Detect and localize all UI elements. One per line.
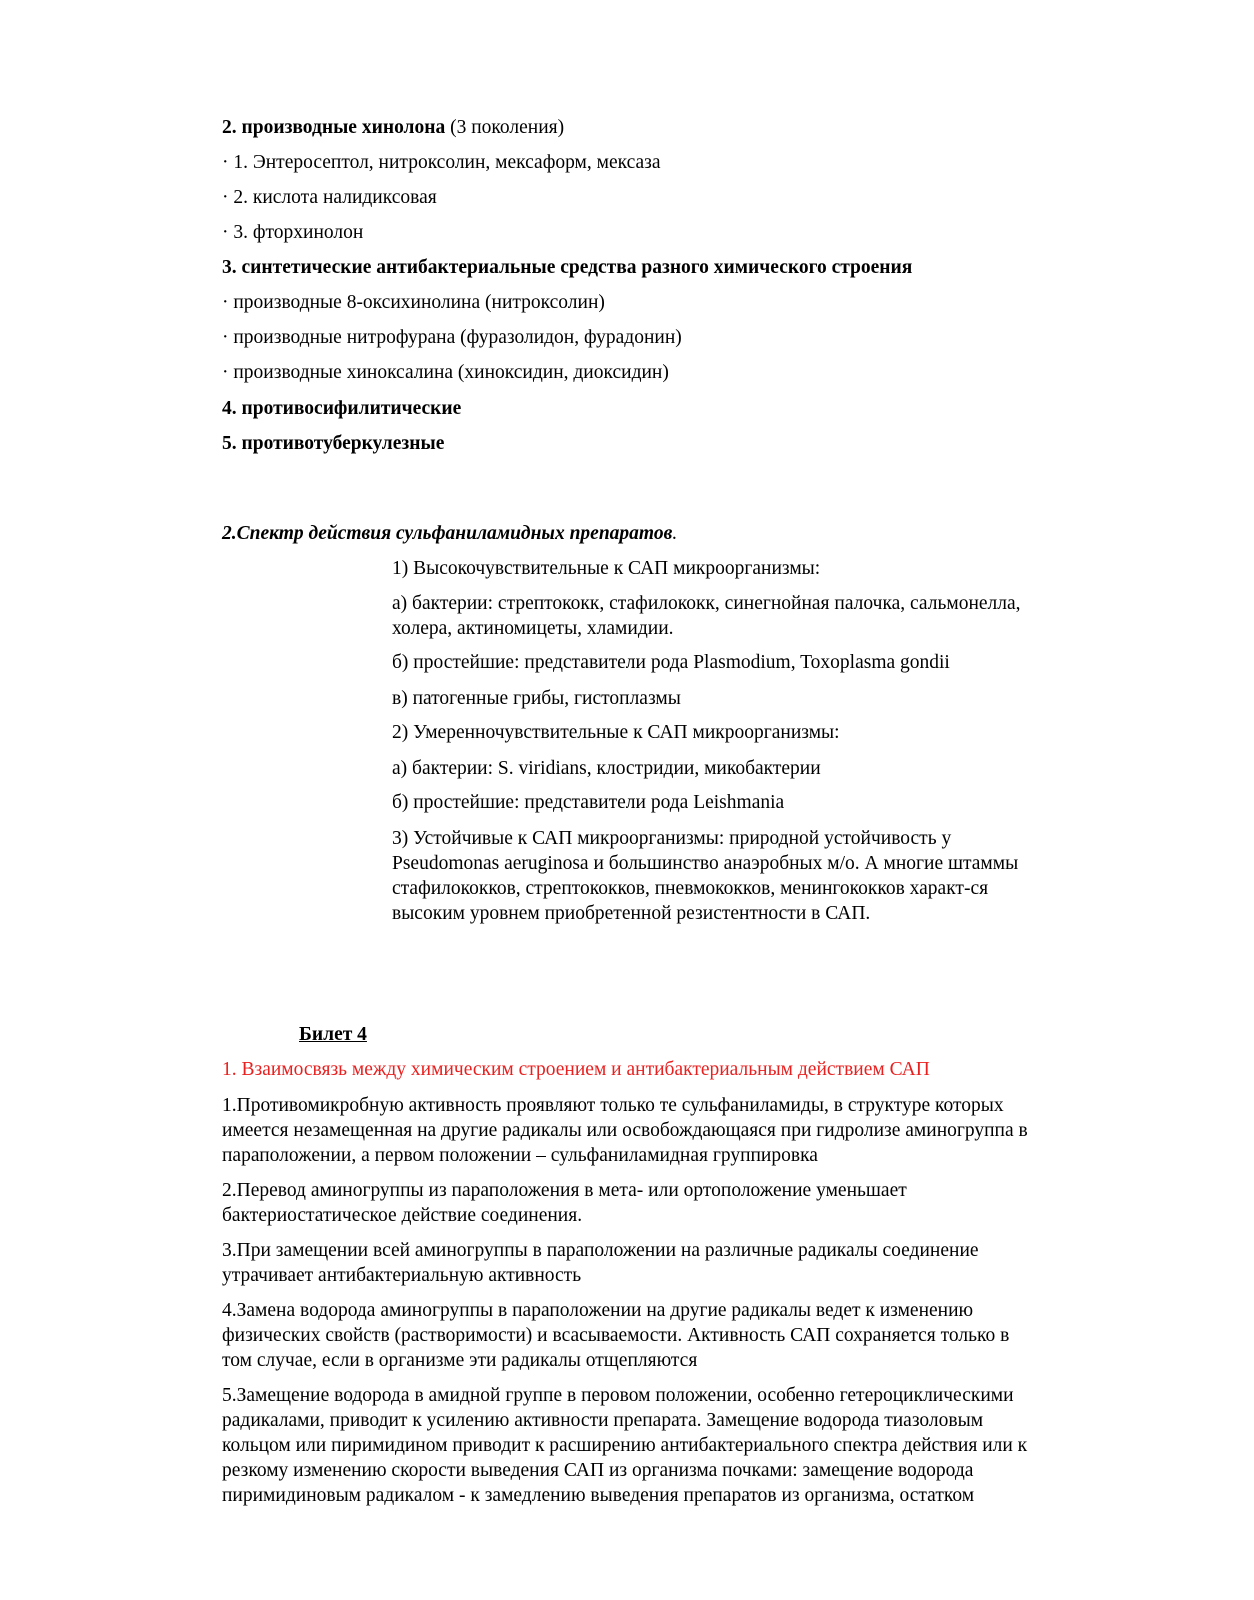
- spectrum-line: 2) Умеренночувствительные к САП микроорганизмы:: [392, 722, 840, 743]
- quinolone-heading: [222, 115, 564, 141]
- spectrum-line: высоким уровнем приобретенной резистентности в САП.: [392, 903, 871, 924]
- paragraph-line: бактериостатическое действие соединения.: [222, 1205, 583, 1226]
- quinolone-heading-bold: 2. производные хинолона: [222, 117, 446, 138]
- list-item: · 3. фторхинолон: [222, 222, 364, 243]
- quinolone-heading-rest: (3 поколения): [445, 117, 565, 138]
- paragraph-line: 1.Противомикробную активность проявляют только те сульфаниламиды, в структуре которых: [222, 1095, 1004, 1116]
- spectrum-line: а) бактерии: стрептококк, стафилококк, синегнойная палочка, сальмонелла,: [392, 593, 1021, 614]
- spectrum-line: б) простейшие: представители рода Plasmodium, Toxoplasma gondii: [392, 652, 950, 673]
- list-item: · 2. кислота налидиксовая: [222, 187, 437, 208]
- paragraph-line: физических свойств (растворимости) и всасываемости. Активность САП сохраняется только в: [222, 1325, 1010, 1346]
- spectrum-line: б) простейшие: представители рода Leishmania: [392, 792, 785, 813]
- spectrum-line: в) патогенные грибы, гистоплазмы: [392, 688, 681, 709]
- spectrum-line: стафилококков, стрептококков, пневмококков, менингококков характ-ся: [392, 878, 989, 899]
- paragraph-line: том случае, если в организме эти радикалы отщепляются: [222, 1350, 698, 1371]
- paragraph-line: 3.При замещении всей аминогруппы в параположении на различные радикалы соединение: [222, 1240, 979, 1261]
- list-item: · производные хиноксалина (хиноксидин, диоксидин): [222, 362, 669, 383]
- list-item: · производные 8-оксихинолина (нитроксолин): [222, 292, 605, 313]
- paragraph-line: резкому изменению скорости выведения САП из организма почками: замещение водорода: [222, 1460, 974, 1481]
- paragraph-line: кольцом или пиримидином приводит к расширению антибактериального спектра действия или к: [222, 1435, 1028, 1456]
- ticket-label: Билет 4: [299, 1024, 367, 1045]
- paragraph-line: 2.Перевод аминогруппы из параположения в мета- или ортоположение уменьшает: [222, 1180, 907, 1201]
- spectrum-line: а) бактерии: S. viridians, клостридии, микобактерии: [392, 758, 821, 779]
- paragraph-line: радикалами, приводит к усилению активности препарата. Замещение водорода тиазоловым: [222, 1410, 984, 1431]
- antisyphilitic-heading: 4. противосифилитические: [222, 398, 462, 419]
- paragraph-line: пиримидиновым радикалом - к замедлению выведения препаратов из организма, остатком: [222, 1485, 975, 1506]
- spectrum-title-period: .: [672, 523, 678, 544]
- paragraph-line: имеется незамещенная на другие радикалы или освобождающаяся при гидролизе аминогруппа в: [222, 1120, 1028, 1141]
- spectrum-line: 3) Устойчивые к САП микроорганизмы: природной устойчивость у: [392, 828, 952, 849]
- paragraph-line: утрачивает антибактериальную активность: [222, 1265, 582, 1286]
- synthetic-agents-heading: 3. синтетические антибактериальные средства разного химического строения: [222, 257, 913, 278]
- spectrum-line: 1) Высокочувствительные к САП микроорганизмы:: [392, 558, 821, 579]
- paragraph-line: 5.Замещение водорода в амидной группе в перовом положении, особенно гетероциклическими: [222, 1385, 1014, 1406]
- list-item: · производные нитрофурана (фуразолидон, фурадонин): [222, 327, 682, 348]
- paragraph-line: параположении, а первом положении – сульфаниламидная группировка: [222, 1145, 818, 1166]
- paragraph-line: 4.Замена водорода аминогруппы в параположении на другие радикалы ведет к изменению: [222, 1300, 974, 1321]
- list-item: · 1. Энтеросептол, нитроксолин, мексаформ, мексаза: [222, 152, 661, 173]
- spectrum-title-text: 2.Спектр действия сульфаниламидных препаратов: [222, 523, 673, 544]
- ticket-question: 1. Взаимосвязь между химическим строением и антибактериальным действием САП: [222, 1059, 930, 1080]
- spectrum-title: [222, 521, 677, 547]
- antituberculosis-heading: 5. противотуберкулезные: [222, 433, 445, 454]
- spectrum-line: холера, актиномицеты, хламидии.: [392, 618, 674, 639]
- spectrum-line: Pseudomonas aeruginosa и большинство анаэробных м/о. А многие штаммы: [392, 853, 1019, 874]
